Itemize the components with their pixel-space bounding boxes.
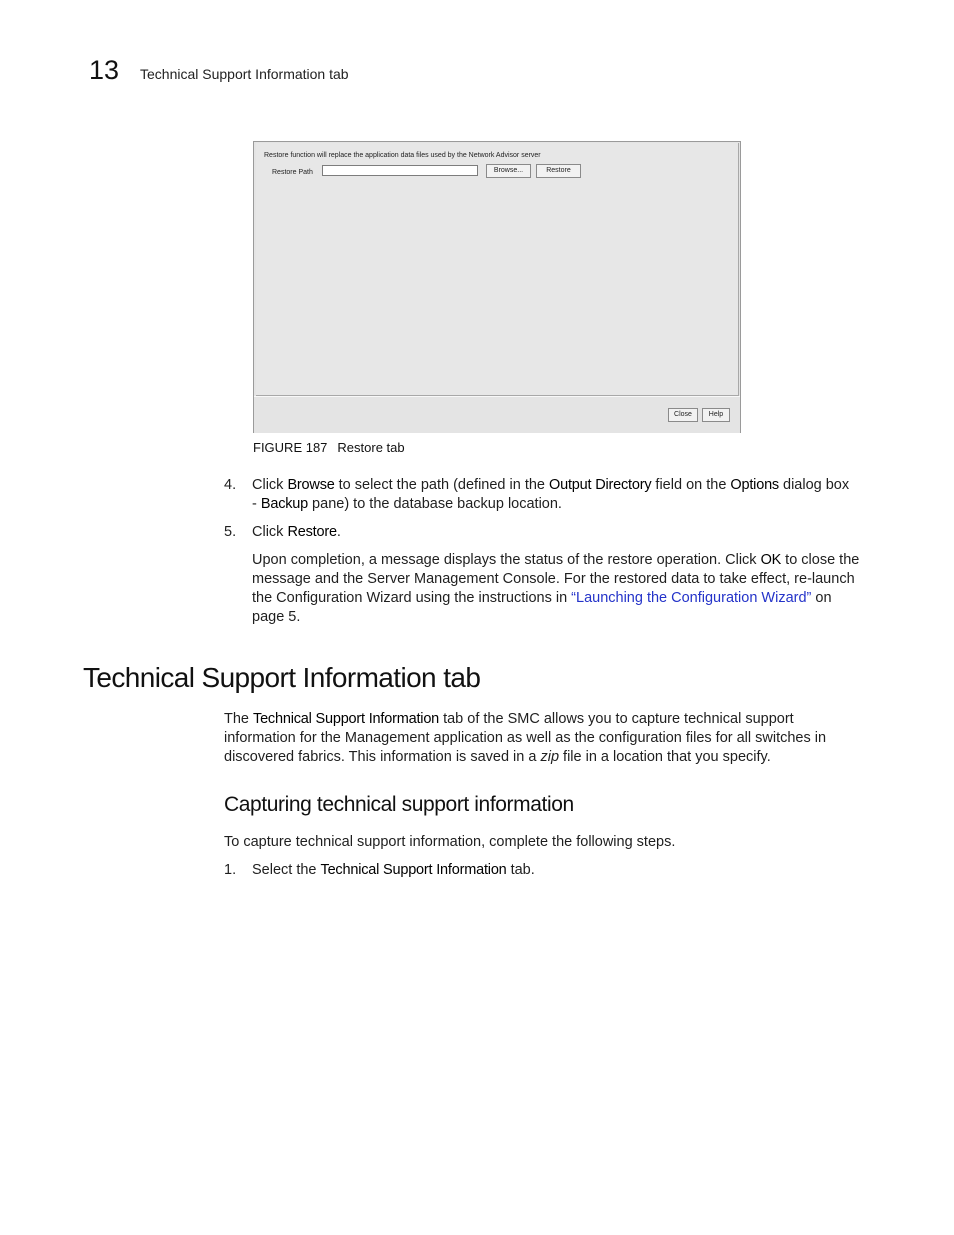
ui-term: Technical Support Information xyxy=(320,862,507,878)
ui-term: Backup xyxy=(260,496,309,512)
text: file in a location that you specify. xyxy=(559,749,771,765)
figure-title: Restore tab xyxy=(337,440,405,455)
figure-caption xyxy=(253,440,405,456)
restore-panel xyxy=(256,143,739,396)
help-button[interactable]: Help xyxy=(702,408,730,422)
dialog-button-bar xyxy=(254,396,740,433)
cross-reference-link[interactable]: “Launching the Configuration Wizard” xyxy=(571,590,812,606)
text: discovered fabrics. This information is saved in a xyxy=(224,749,541,765)
text: page 5. xyxy=(252,609,301,625)
text: Click xyxy=(252,524,288,540)
close-button[interactable]: Close xyxy=(668,408,698,422)
step-5-text xyxy=(252,523,341,542)
text: Upon completion, a message displays the status of the restore operation. Click xyxy=(252,552,761,568)
step-number: 4. xyxy=(224,477,237,493)
text: the Configuration Wizard using the instructions in xyxy=(252,590,572,606)
ui-term: Output Directory xyxy=(549,477,652,493)
section-paragraph xyxy=(224,710,864,767)
step-4-text xyxy=(252,476,872,514)
restore-message: Restore function will replace the application data files used by the Network Advisor server xyxy=(264,152,541,159)
ui-term: Restore xyxy=(287,524,337,540)
chapter-number: 13 xyxy=(89,55,120,85)
completion-paragraph xyxy=(252,551,872,627)
figure-label: FIGURE 187 xyxy=(253,440,328,455)
text: - xyxy=(252,496,261,512)
browse-button[interactable]: Browse... xyxy=(486,164,531,178)
running-head: Technical Support Information tab xyxy=(140,66,349,82)
ui-term: Browse xyxy=(287,477,335,493)
text: field on the xyxy=(651,477,731,493)
text: The xyxy=(224,711,254,727)
section-heading: Technical Support Information tab xyxy=(83,662,481,693)
emphasis: zip xyxy=(540,749,560,765)
subsection-heading: Capturing technical support information xyxy=(224,793,574,816)
text: tab of the SMC allows you to capture technical support xyxy=(439,711,794,727)
text: tab. xyxy=(506,862,535,878)
text: Select the xyxy=(252,862,321,878)
subsection-intro: To capture technical support information, complete the following steps. xyxy=(224,834,676,850)
text: to close the xyxy=(781,552,860,568)
text: pane) to the database backup location. xyxy=(308,496,562,512)
text: dialog box xyxy=(778,477,850,493)
text: message and the Server Management Console. For the restored data to take effect, re-launch xyxy=(252,571,855,587)
ui-term: Technical Support Information xyxy=(253,711,440,727)
restore-tab-screenshot xyxy=(253,141,741,433)
text: information for the Management application as well as the configuration files for all switches in xyxy=(224,730,827,746)
text: Click xyxy=(252,477,288,493)
restore-button[interactable]: Restore xyxy=(536,164,581,178)
step-1-text xyxy=(252,861,535,880)
ui-term: Options xyxy=(730,477,779,493)
restore-path-label: Restore Path xyxy=(272,169,313,176)
text: . xyxy=(336,524,341,540)
ui-term: OK xyxy=(760,552,782,568)
step-number: 5. xyxy=(224,524,237,540)
step-number: 1. xyxy=(224,862,237,878)
text: on xyxy=(811,590,832,606)
text: to select the path (defined in the xyxy=(334,477,550,493)
restore-path-input[interactable] xyxy=(322,165,478,176)
